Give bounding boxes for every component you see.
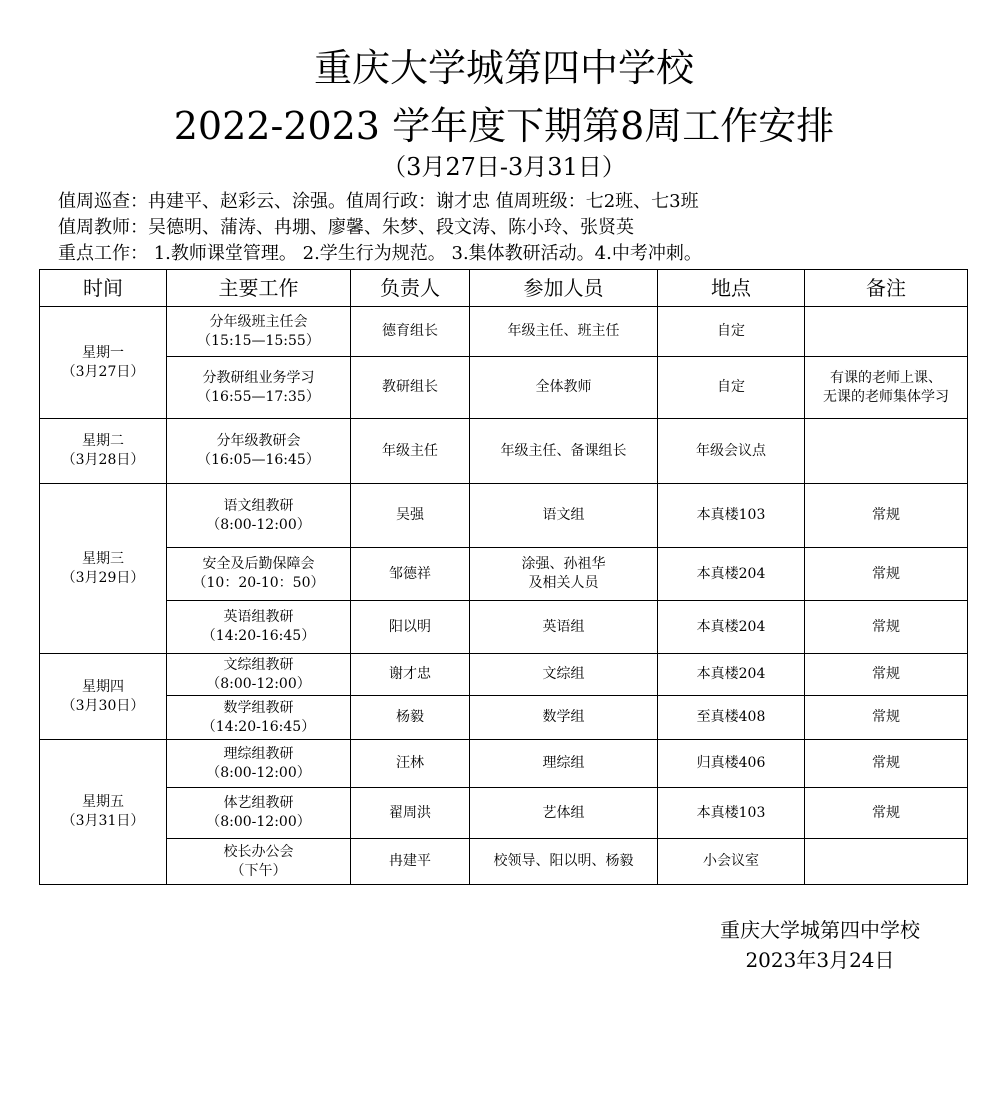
leader-cell: 阳以明 <box>351 601 470 654</box>
day-name: 星期二 <box>82 433 124 449</box>
leader-cell: 汪林 <box>351 740 470 788</box>
participants-cell: 数学组 <box>470 696 658 740</box>
table-row <box>40 601 968 654</box>
place-cell: 归真楼406 <box>658 740 805 788</box>
work-cell <box>167 654 351 696</box>
day-cell <box>40 654 167 740</box>
work-title: 英语组教研 <box>223 609 294 625</box>
day-cell <box>40 419 167 484</box>
work-cell <box>167 788 351 839</box>
note-cell: 常规 <box>805 548 968 601</box>
work-cell <box>167 484 351 548</box>
header-participants: 参加人员 <box>470 270 658 307</box>
participants-cell <box>470 548 658 601</box>
work-time: （10：20-10：50） <box>192 575 325 591</box>
day-name: 星期五 <box>82 794 124 810</box>
footer-date: 2023年3月24日 <box>745 948 895 972</box>
place-cell: 本真楼204 <box>658 548 805 601</box>
note-cell: 常规 <box>805 601 968 654</box>
participants-cell: 全体教师 <box>470 357 658 419</box>
day-cell <box>40 740 167 885</box>
place-cell: 本真楼204 <box>658 601 805 654</box>
note-cell <box>805 357 968 419</box>
participants-cell: 理综组 <box>470 740 658 788</box>
table-row <box>40 307 968 357</box>
participants-cell: 英语组 <box>470 601 658 654</box>
work-time: （8:00-12:00） <box>206 675 311 692</box>
work-cell <box>167 839 351 885</box>
place-cell: 至真楼408 <box>658 696 805 740</box>
day-date: （3月29日） <box>61 569 145 586</box>
place-cell: 本真楼103 <box>658 484 805 548</box>
day-cell <box>40 307 167 419</box>
schedule-table <box>39 269 968 885</box>
day-name: 星期四 <box>82 678 124 695</box>
work-time: （16:55—17:35） <box>197 388 320 405</box>
note-cell: 常规 <box>805 484 968 548</box>
table-row <box>40 740 968 788</box>
leader-cell: 德育组长 <box>351 307 470 357</box>
work-title: 体艺组教研 <box>223 795 294 811</box>
table-row <box>40 788 968 839</box>
day-date: （3月27日） <box>61 363 145 380</box>
table-row <box>40 696 968 740</box>
work-title: 安全及后勤保障会 <box>202 556 315 572</box>
note-cell: 常规 <box>805 740 968 788</box>
header-time: 时间 <box>40 270 167 307</box>
note-line: 无课的老师集体学习 <box>823 388 949 405</box>
work-cell <box>167 307 351 357</box>
work-title: 语文组教研 <box>223 497 294 514</box>
work-cell <box>167 419 351 484</box>
participants-line: 及相关人员 <box>528 575 599 591</box>
work-title: 数学组教研 <box>223 699 294 716</box>
participants-cell: 年级主任、班主任 <box>470 307 658 357</box>
leader-cell: 年级主任 <box>351 419 470 484</box>
note-cell: 常规 <box>805 654 968 696</box>
table-row <box>40 839 968 885</box>
work-cell <box>167 548 351 601</box>
note-cell <box>805 839 968 885</box>
work-title: 理综组教研 <box>223 745 294 762</box>
leader-cell: 杨毅 <box>351 696 470 740</box>
work-time: （下午） <box>230 862 287 879</box>
participants-cell: 语文组 <box>470 484 658 548</box>
table-row <box>40 419 968 484</box>
leader-cell: 冉建平 <box>351 839 470 885</box>
work-time: （16:05—16:45） <box>197 452 320 468</box>
work-cell <box>167 696 351 740</box>
table-header-row <box>40 270 968 307</box>
document-title: 重庆大学城第四中学校 <box>313 46 694 90</box>
place-cell: 自定 <box>658 357 805 419</box>
leader-cell: 吴强 <box>351 484 470 548</box>
note-cell <box>805 419 968 484</box>
place-cell: 本真楼103 <box>658 788 805 839</box>
place-cell: 本真楼204 <box>658 654 805 696</box>
date-range: （3月27日-3月31日） <box>382 153 626 181</box>
participants-cell: 校领导、阳以明、杨毅 <box>470 839 658 885</box>
note-line: 有课的老师上课、 <box>830 369 942 386</box>
work-time: （8:00-12:00） <box>206 516 311 533</box>
work-time: （8:00-12:00） <box>206 764 311 781</box>
table-row <box>40 654 968 696</box>
header-place: 地点 <box>658 270 805 307</box>
day-name: 星期三 <box>82 550 124 567</box>
table-row <box>40 548 968 601</box>
header-main-work: 主要工作 <box>167 270 351 307</box>
day-date: （3月31日） <box>61 813 145 829</box>
duty-patrol-line: 值周巡查：冉建平、赵彩云、涂强。值周行政：谢才忠 值周班级：七2班、七3班 <box>58 191 699 212</box>
work-time: （14:20-16:45） <box>201 718 316 735</box>
work-title: 分年级班主任会 <box>209 313 308 330</box>
key-work-line: 重点工作： 1.教师课堂管理。 2.学生行为规范。 3.集体教研活动。4.中考冲刺。 <box>58 243 702 264</box>
header-leader: 负责人 <box>351 270 470 307</box>
participants-cell: 文综组 <box>470 654 658 696</box>
leader-cell: 邹德祥 <box>351 548 470 601</box>
leader-cell: 翟周洪 <box>351 788 470 839</box>
work-cell <box>167 357 351 419</box>
work-title: 分年级教研会 <box>216 433 301 449</box>
note-cell <box>805 307 968 357</box>
leader-cell: 教研组长 <box>351 357 470 419</box>
participants-line: 涂强、孙祖华 <box>521 556 606 572</box>
day-date: （3月28日） <box>61 452 145 468</box>
work-time: （14:20-16:45） <box>201 628 316 644</box>
participants-cell: 艺体组 <box>470 788 658 839</box>
participants-cell: 年级主任、备课组长 <box>470 419 658 484</box>
duty-teachers-line: 值周教师：吴德明、蒲涛、冉堋、廖馨、朱梦、段文涛、陈小玲、张贤英 <box>58 217 634 238</box>
work-time: （8:00-12:00） <box>206 814 311 830</box>
work-cell <box>167 601 351 654</box>
document-subtitle: 2022-2023 学年度下期第8周工作安排 <box>173 104 835 148</box>
header-note: 备注 <box>805 270 968 307</box>
work-title: 文综组教研 <box>223 656 294 673</box>
place-cell: 年级会议点 <box>658 419 805 484</box>
leader-cell: 谢才忠 <box>351 654 470 696</box>
place-cell: 自定 <box>658 307 805 357</box>
table-row <box>40 357 968 419</box>
place-cell: 小会议室 <box>658 839 805 885</box>
day-cell <box>40 484 167 654</box>
work-cell <box>167 740 351 788</box>
work-time: （15:15—15:55） <box>197 332 320 349</box>
work-title: 分教研组业务学习 <box>202 369 315 386</box>
note-cell: 常规 <box>805 788 968 839</box>
footer-organization: 重庆大学城第四中学校 <box>720 918 920 942</box>
note-cell: 常规 <box>805 696 968 740</box>
day-name: 星期一 <box>82 344 124 361</box>
work-title: 校长办公会 <box>223 843 294 860</box>
table-row <box>40 484 968 548</box>
day-date: （3月30日） <box>61 697 145 714</box>
